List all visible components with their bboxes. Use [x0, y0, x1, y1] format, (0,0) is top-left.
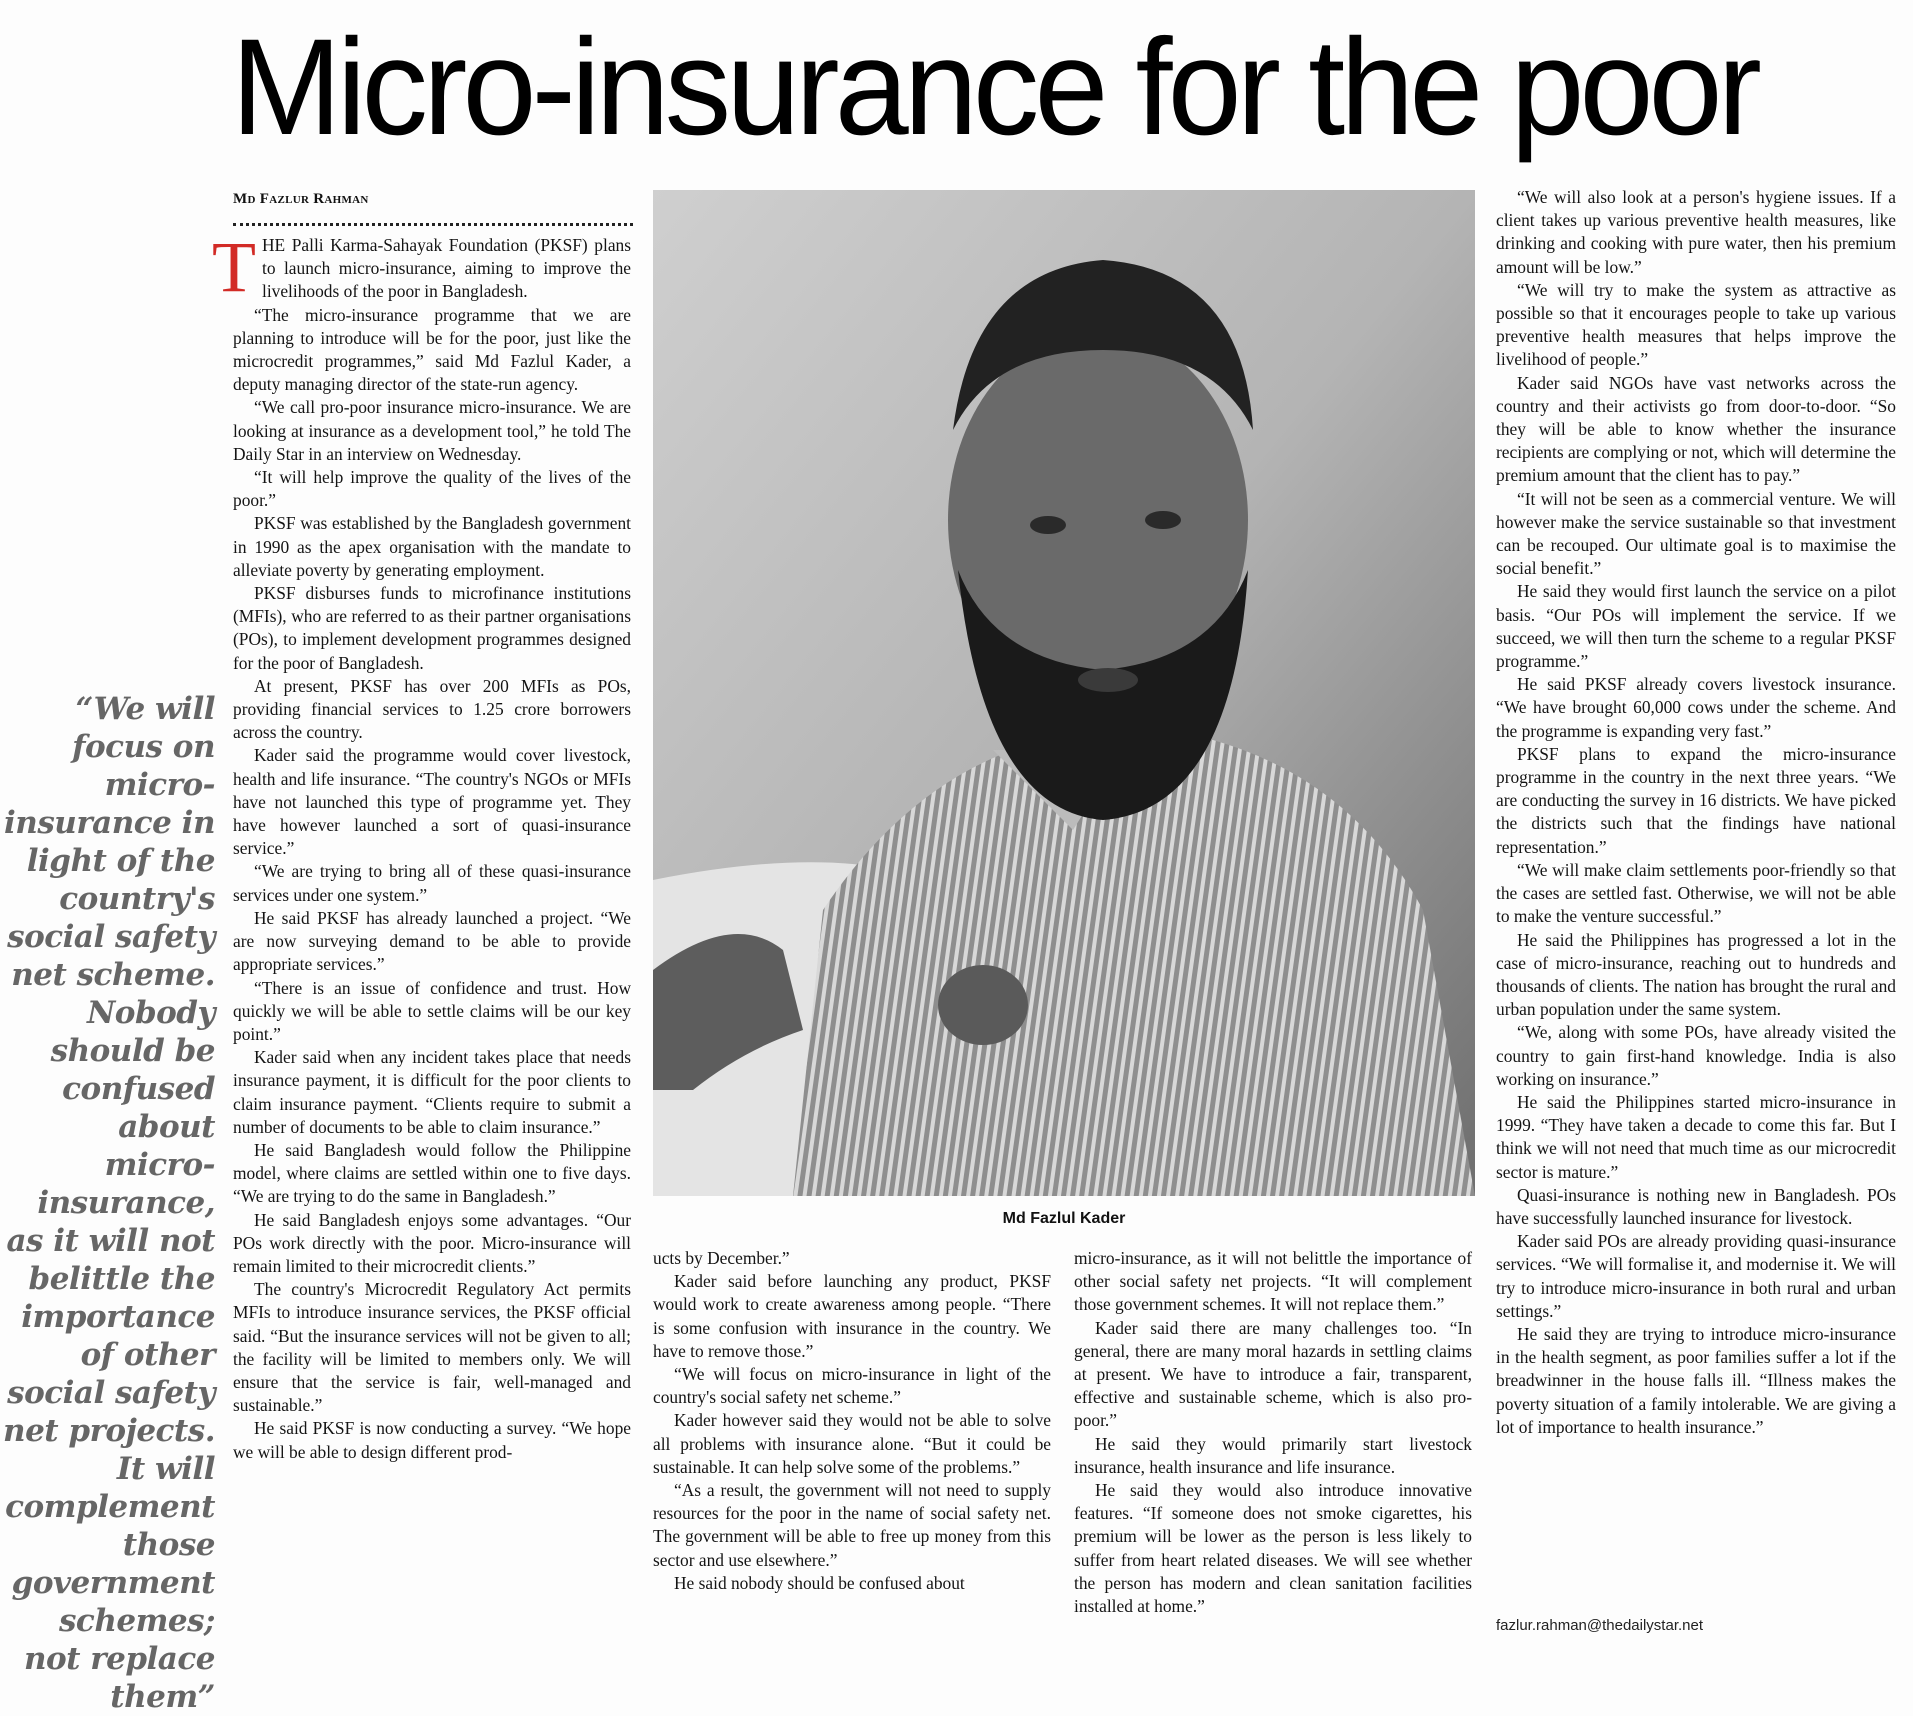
paragraph: He said PKSF already covers livestock insurance. “We have brought 60,000 cows under the scheme. And the programme is expanding very fast.”: [1496, 674, 1896, 741]
drop-cap: T: [212, 227, 256, 307]
byline: Md Fazlur Rahman: [233, 191, 369, 207]
paragraph: “It will not be seen as a commercial venture. We will however make the service sustainable so that investment can be recouped. Our ultimate goal is to maximise the social benefit.”: [1496, 488, 1896, 579]
paragraph: He said Bangladesh enjoys some advantages. “Our POs work directly with the poor. Micro-insurance will remain limited to their microcredit clients.”: [233, 1209, 631, 1276]
paragraph: “We call pro-poor insurance micro-insurance. We are looking at insurance as a development tool,” he told The Daily Star in an interview on Wednesday.: [233, 397, 631, 464]
article-column-4: [1496, 186, 1896, 1439]
paragraph: PKSF plans to expand the micro-insurance programme in the country in the next three years. “We are conducting the survey in 16 districts. We have picked the districts such that the findings have national representation.”: [1496, 743, 1896, 857]
paragraph: “As a result, the government will not need to supply resources for the poor in the name of social safety net. The government will be able to free up money from this sector and use elsewhere.”: [653, 1480, 1051, 1570]
pull-quote: “We will focus on micro-insurance in light of the country's social safety net scheme. Nobody should be confused about micro-insurance, as it will not belittle the importance of other social safety net projects. It will complement those government schemes; not replace them”: [3, 691, 215, 1715]
paragraph: Kader however said they would not be able to solve all problems with insurance alone. “But it could be sustainable. It can help solve some of the problems.”: [653, 1410, 1051, 1477]
paragraph: Kader said before launching any product, PKSF would work to create awareness among people. “There is some confusion with insurance in the country. We have to remove those.”: [653, 1271, 1051, 1361]
headline: Micro-insurance for the poor: [231, 11, 1758, 164]
portrait-illustration: [653, 190, 1475, 1196]
paragraph: He said they would also introduce innovative features. “If someone does not smoke cigarettes, his premium will be lower as the person is less likely to suffer from heart related diseases. We will see whether the person has modern and clean sanitation facilities installed at home.”: [1074, 1480, 1472, 1617]
byline-divider: [233, 223, 633, 226]
paragraph: Kader said POs are already providing quasi-insurance services. “We will formalise it, and modernise it. We will try to introduce micro-insurance in both rural and urban settings.”: [1496, 1231, 1896, 1321]
paragraph: At present, PKSF has over 200 MFIs as POs, providing financial services to 1.25 crore borrowers across the country.: [233, 675, 631, 743]
paragraph: micro-insurance, as it will not belittle the importance of other social safety net projects. “It will complement those government schemes. It will not replace them.”: [1074, 1248, 1472, 1315]
paragraph: PKSF was established by the Bangladesh government in 1990 as the apex organisation with the mandate to alleviate poverty by generating employment.: [233, 513, 631, 580]
paragraph: He said Bangladesh would follow the Philippine model, where claims are settled within one to five days. “We are trying to do the same in Bangladesh.”: [233, 1139, 631, 1207]
paragraph: “We, along with some POs, have already visited the country to gain first-hand knowledge. India is also working on insurance.”: [1496, 1022, 1896, 1089]
paragraph: “It will help improve the quality of the lives of the poor.”: [233, 467, 631, 511]
paragraph: He said they are trying to introduce micro-insurance in the health segment, as poor families suffer a lot if the breadwinner in the house falls ill. “Illness makes the poverty situation of a family intolerable. We are giving a lot of importance to health insurance.”: [1496, 1323, 1896, 1437]
author-email: fazlur.rahman@thedailystar.net: [1496, 1617, 1704, 1634]
paragraph: Kader said the programme would cover livestock, health and life insurance. “The country's NGOs or MFIs have not launched this type of programme yet. They have however launched a sort of quasi-insurance service.”: [233, 745, 631, 859]
paragraph: “We will also look at a person's hygiene issues. If a client takes up various preventive health measures, like drinking and cooking with pure water, then his premium amount will be low.”: [1496, 187, 1896, 277]
paragraph: “There is an issue of confidence and trust. How quickly we will be able to settle claims will be our key point.”: [233, 977, 631, 1044]
paragraph: “The micro-insurance programme that we are planning to introduce will be for the poor, just like the microcredit programmes,” said Md Fazlul Kader, a deputy managing director of the state-run agency.: [233, 304, 631, 395]
paragraph: He said they would primarily start livestock insurance, health insurance and life insurance.: [1074, 1433, 1472, 1477]
portrait-photo: [653, 190, 1475, 1196]
photo-caption: Md Fazlul Kader: [1002, 1210, 1126, 1227]
paragraph: He said PKSF has already launched a project. “We are now surveying demand to be able to provide appropriate services.”: [233, 907, 631, 975]
article-column-2: [653, 1247, 1051, 1595]
paragraph: The country's Microcredit Regulatory Act permits MFIs to introduce insurance services, the PKSF official said. “But the insurance services will not be given to all; the facility will be limited to members only. We will ensure that the service is fair, well-managed and sustainable.”: [233, 1279, 631, 1416]
paragraph: Kader said there are many challenges too. “In general, there are many moral hazards in settling claims at present. We have to introduce a fair, transparent, effective and sustainable scheme, which is also pro-poor.”: [1074, 1317, 1472, 1431]
article-column-1: [212, 227, 631, 1464]
paragraph: He said the Philippines has progressed a lot in the case of micro-insurance, reaching out to hundreds and thousands of clients. The nation has brought the rural and urban population under the same system.: [1496, 929, 1896, 1020]
paragraph: Quasi-insurance is nothing new in Bangladesh. POs have successfully launched insurance for livestock.: [1496, 1184, 1896, 1228]
paragraph: Kader said NGOs have vast networks across the country and their activists go from door-to-door. “So they will be able to know whether the insurance recipients are complying or not, which will determine the premium amount that the client has to pay.”: [1496, 372, 1896, 486]
paragraph: He said the Philippines started micro-insurance in 1999. “They have taken a decade to come this far. But I think we will not need that much time as our microcredit sector is mature.”: [1496, 1091, 1896, 1182]
paragraph: Kader said when any incident takes place that needs insurance payment, it is difficult for the poor clients to claim insurance payment. “Clients require to submit a number of documents to be able to claim insurance.”: [233, 1047, 631, 1137]
paragraph: He said PKSF is now conducting a survey. “We hope we will be able to design different prod-: [233, 1418, 631, 1462]
paragraph: “We are trying to bring all of these quasi-insurance services under one system.”: [233, 861, 631, 905]
paragraph: “We will focus on micro-insurance in light of the country's social safety net scheme.”: [653, 1364, 1051, 1408]
paragraph: He said nobody should be confused about: [674, 1572, 965, 1593]
paragraph: He said they would first launch the service on a pilot basis. “Our POs will implement the service. If we succeed, we will then turn the scheme to a regular PKSF programme.”: [1496, 581, 1896, 672]
article-column-3: [1074, 1247, 1472, 1618]
paragraph: PKSF disburses funds to microfinance institutions (MFIs), who are referred to as their partner organisations (POs), to implement development programmes designed for the poor of Bangladesh.: [233, 583, 631, 673]
paragraph: THE Palli Karma-Sahayak Foundation (PKSF) plans to launch micro-insurance, aiming to improve the livelihoods of the poor in Bangladesh.: [212, 227, 631, 307]
paragraph: “We will make claim settlements poor-friendly so that the cases are settled fast. Otherwise, we will not be able to make the venture successful.”: [1496, 859, 1896, 927]
paragraph: “We will try to make the system as attractive as possible so that it encourages people to take up various preventive health measures that helps improve the livelihood of people.”: [1496, 279, 1896, 370]
paragraph: ucts by December.”: [653, 1248, 790, 1268]
